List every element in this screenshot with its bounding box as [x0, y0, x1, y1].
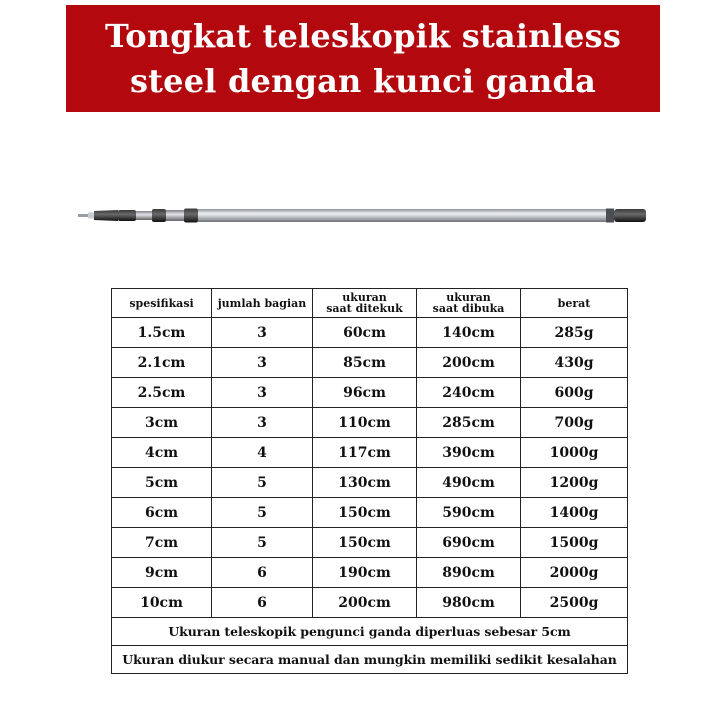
cell-jumlah-bagian: 4: [212, 438, 313, 468]
cell-ukuran-dibuka: 890cm: [417, 558, 521, 588]
table-row: [112, 438, 628, 468]
title-line-2: steel dengan kunci ganda: [129, 61, 597, 100]
cell-berat: 2500g: [521, 588, 628, 618]
title-line-1: Tongkat teleskopik stainless: [104, 16, 622, 55]
cell-berat: 1400g: [521, 498, 628, 528]
table-row: [112, 558, 628, 588]
header-berat: berat: [521, 289, 628, 318]
cell-jumlah-bagian: 5: [212, 468, 313, 498]
cell-ukuran-ditekuk: 110cm: [313, 408, 417, 438]
cell-jumlah-bagian: 5: [212, 498, 313, 528]
cell-berat: 1500g: [521, 528, 628, 558]
cell-ukuran-ditekuk: 60cm: [313, 318, 417, 348]
cell-berat: 1200g: [521, 468, 628, 498]
cell-jumlah-bagian: 3: [212, 348, 313, 378]
note-row: [112, 646, 628, 674]
cell-berat: 430g: [521, 348, 628, 378]
cell-spesifikasi: 1.5cm: [112, 318, 212, 348]
cell-jumlah-bagian: 3: [212, 318, 313, 348]
cell-spesifikasi: 7cm: [112, 528, 212, 558]
cell-spesifikasi: 2.5cm: [112, 378, 212, 408]
cell-jumlah-bagian: 5: [212, 528, 313, 558]
table-row: [112, 378, 628, 408]
cell-ukuran-dibuka: 980cm: [417, 588, 521, 618]
cell-berat: 1000g: [521, 438, 628, 468]
cell-ukuran-ditekuk: 117cm: [313, 438, 417, 468]
cell-ukuran-dibuka: 200cm: [417, 348, 521, 378]
telescopic-pole-icon: [78, 200, 650, 232]
cell-ukuran-ditekuk: 150cm: [313, 498, 417, 528]
cell-jumlah-bagian: 6: [212, 558, 313, 588]
cell-spesifikasi: 2.1cm: [112, 348, 212, 378]
cell-spesifikasi: 4cm: [112, 438, 212, 468]
cell-ukuran-dibuka: 390cm: [417, 438, 521, 468]
cell-ukuran-ditekuk: 190cm: [313, 558, 417, 588]
cell-ukuran-dibuka: 140cm: [417, 318, 521, 348]
cell-ukuran-dibuka: 590cm: [417, 498, 521, 528]
cell-spesifikasi: 10cm: [112, 588, 212, 618]
table-row: [112, 348, 628, 378]
cell-berat: 700g: [521, 408, 628, 438]
cell-berat: 600g: [521, 378, 628, 408]
cell-ukuran-ditekuk: 85cm: [313, 348, 417, 378]
cell-ukuran-ditekuk: 200cm: [313, 588, 417, 618]
table-row: [112, 468, 628, 498]
note-measurement: Ukuran diukur secara manual dan mungkin memiliki sedikit kesalahan: [112, 646, 628, 674]
table-header-row: [112, 289, 628, 318]
cell-jumlah-bagian: 6: [212, 588, 313, 618]
cell-spesifikasi: 3cm: [112, 408, 212, 438]
spec-table: [111, 288, 628, 674]
header-jumlah-bagian: jumlah bagian: [212, 289, 313, 318]
cell-jumlah-bagian: 3: [212, 378, 313, 408]
cell-spesifikasi: 9cm: [112, 558, 212, 588]
header-spesifikasi: spesifikasi: [112, 289, 212, 318]
cell-spesifikasi: 5cm: [112, 468, 212, 498]
header-ukuran-dibuka: ukuran saat dibuka: [417, 289, 521, 318]
table-row: [112, 318, 628, 348]
note-row: [112, 618, 628, 646]
cell-berat: 285g: [521, 318, 628, 348]
table-row: [112, 498, 628, 528]
telescopic-pole-image: [78, 200, 650, 232]
cell-jumlah-bagian: 3: [212, 408, 313, 438]
cell-ukuran-dibuka: 240cm: [417, 378, 521, 408]
title-banner: [66, 5, 660, 112]
cell-berat: 2000g: [521, 558, 628, 588]
note-extension: Ukuran teleskopik pengunci ganda diperluas sebesar 5cm: [112, 618, 628, 646]
table-row: [112, 528, 628, 558]
cell-ukuran-dibuka: 690cm: [417, 528, 521, 558]
header-ukuran-ditekuk: ukuran saat ditekuk: [313, 289, 417, 318]
cell-ukuran-dibuka: 490cm: [417, 468, 521, 498]
table-row: [112, 588, 628, 618]
cell-ukuran-ditekuk: 130cm: [313, 468, 417, 498]
cell-ukuran-ditekuk: 96cm: [313, 378, 417, 408]
cell-ukuran-dibuka: 285cm: [417, 408, 521, 438]
cell-spesifikasi: 6cm: [112, 498, 212, 528]
cell-ukuran-ditekuk: 150cm: [313, 528, 417, 558]
table-row: [112, 408, 628, 438]
